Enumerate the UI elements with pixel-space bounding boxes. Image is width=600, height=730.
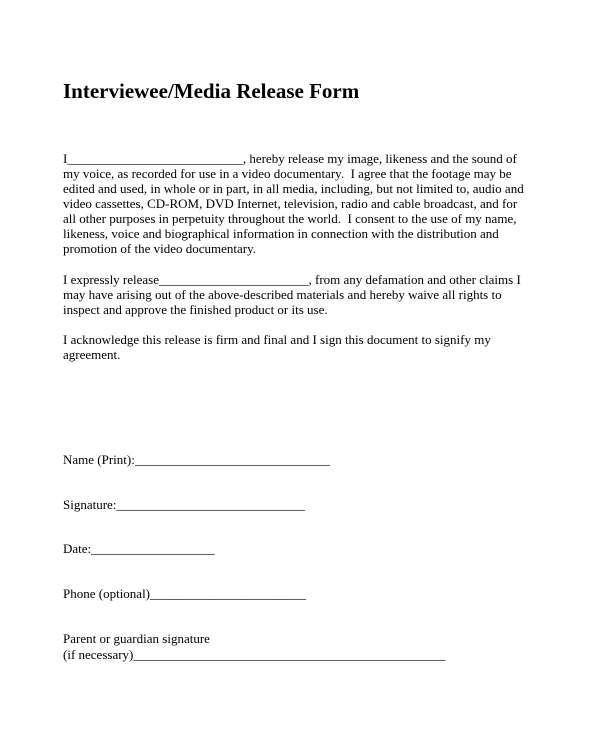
- paragraph-line: I___________________________, hereby release my image, likeness and the sound of: [63, 151, 517, 166]
- paragraph-line: edited and used, in whole or in part, in all media, including, but not limited to, audio and: [63, 181, 524, 196]
- paragraph-line: video cassettes, CD-ROM, DVD Internet, television, radio and cable broadcast, and for: [63, 196, 518, 211]
- form-title: Interviewee/Media Release Form: [63, 79, 360, 103]
- date-field[interactable]: Date:___________________: [63, 541, 215, 556]
- paragraph-line: all other purposes in perpetuity throughout the world. I consent to the use of my name,: [63, 211, 517, 226]
- paragraph-line: agreement.: [63, 347, 121, 362]
- paragraph-line: I expressly release_______________________, from any defamation and other claims I: [63, 272, 521, 287]
- signature-field[interactable]: Signature:_____________________________: [63, 497, 305, 512]
- paragraph-line: I acknowledge this release is firm and final and I sign this document to signify my: [63, 332, 491, 347]
- phone-field[interactable]: Phone (optional)________________________: [63, 586, 307, 601]
- guardian-signature-label: Parent or guardian signature: [63, 631, 210, 646]
- paragraph-line: likeness, voice and biographical information in connection with the distribution and: [63, 226, 499, 241]
- paragraph-line: inspect and approve the finished product or its use.: [63, 302, 328, 317]
- paragraph-line: my voice, as recorded for use in a video documentary. I agree that the footage may be: [63, 166, 512, 181]
- paragraph-line: may have arising out of the above-described materials and hereby waive all rights to: [63, 287, 502, 302]
- paragraph-line: promotion of the video documentary.: [63, 241, 257, 256]
- guardian-signature-field[interactable]: (if necessary)________________________________________________: [63, 647, 446, 662]
- name-print-field[interactable]: Name (Print):______________________________: [63, 452, 330, 467]
